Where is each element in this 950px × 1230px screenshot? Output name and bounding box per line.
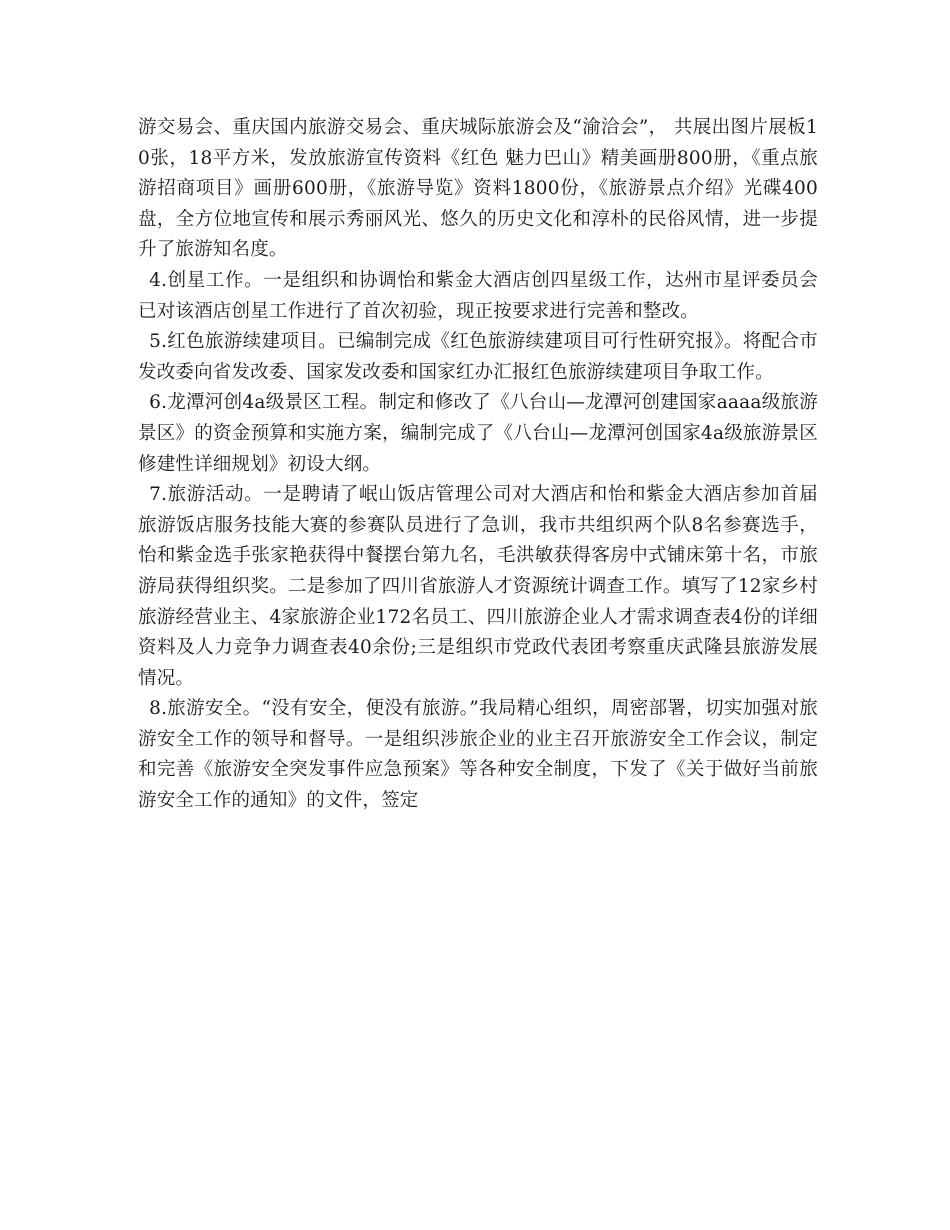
paragraph-item-5-red-tourism: 5.红色旅游续建项目。已编制完成《红色旅游续建项目可行性研究报》。将配合市发改委向省发改委、国家发改委和国家红办汇报红色旅游续建项目争取工作。 <box>138 331 818 383</box>
paragraph-item-6-longtan-river: 6.龙潭河创4a级景区工程。制定和修改了《八台山—龙潭河创建国家aaaa级旅游景区》的资金预算和实施方案，编制完成了《八台山—龙潭河创国家4a级旅游景区修建性详细规划》初设大纲。 <box>138 392 818 475</box>
paragraph-promotion-continued: 游交易会、重庆国内旅游交易会、重庆城际旅游会及“渝洽会”， 共展出图片展板10张，18平方米，发放旅游宣传资料《红色 魅力巴山》精美画册800册，《重点旅游招商项目》画册600册，《旅游导览》资料1800份，《旅游景点介绍》光碟400盘，全方位地宣传和展示秀丽风光、悠久的历史文化和淳朴的民俗风情，进一步提升了旅游知名度。 <box>138 117 818 261</box>
document-page <box>138 113 818 817</box>
paragraph-item-4-star-rating: 4.创星工作。一是组织和协调怡和紫金大酒店创四星级工作，达州市星评委员会已对该酒店创星工作进行了首次初验，现正按要求进行完善和整改。 <box>138 269 818 322</box>
paragraph-item-8-tourism-safety: 8.旅游安全。“没有安全，便没有旅游。”我局精心组织，周密部署，切实加强对旅游安全工作的领导和督导。一是组织涉旅企业的业主召开旅游安全工作会议，制定和完善《旅游安全突发事件应急预案》等各种安全制度，下发了《关于做好当前旅游安全工作的通知》的文件，签定 <box>138 698 818 812</box>
paragraph-item-7-tourism-activities: 7.旅游活动。一是聘请了岷山饭店管理公司对大酒店和怡和紫金大酒店参加首届旅游饭店服务技能大赛的参赛队员进行了急训，我市共组织两个队8名参赛选手，怡和紫金选手张家艳获得中餐摆台第九名，毛洪敏获得客房中式铺床第十名，市旅游局获得组织奖。二是参加了四川省旅游人才资源统计调查工作。填写了12家乡村旅游经营业主、4家旅游企业172名员工、四川旅游企业人才需求调查表4份的详细资料及人力竞争力调查表40余份;三是组织市党政代表团考察重庆武隆县旅游发展情况。 <box>138 484 818 689</box>
